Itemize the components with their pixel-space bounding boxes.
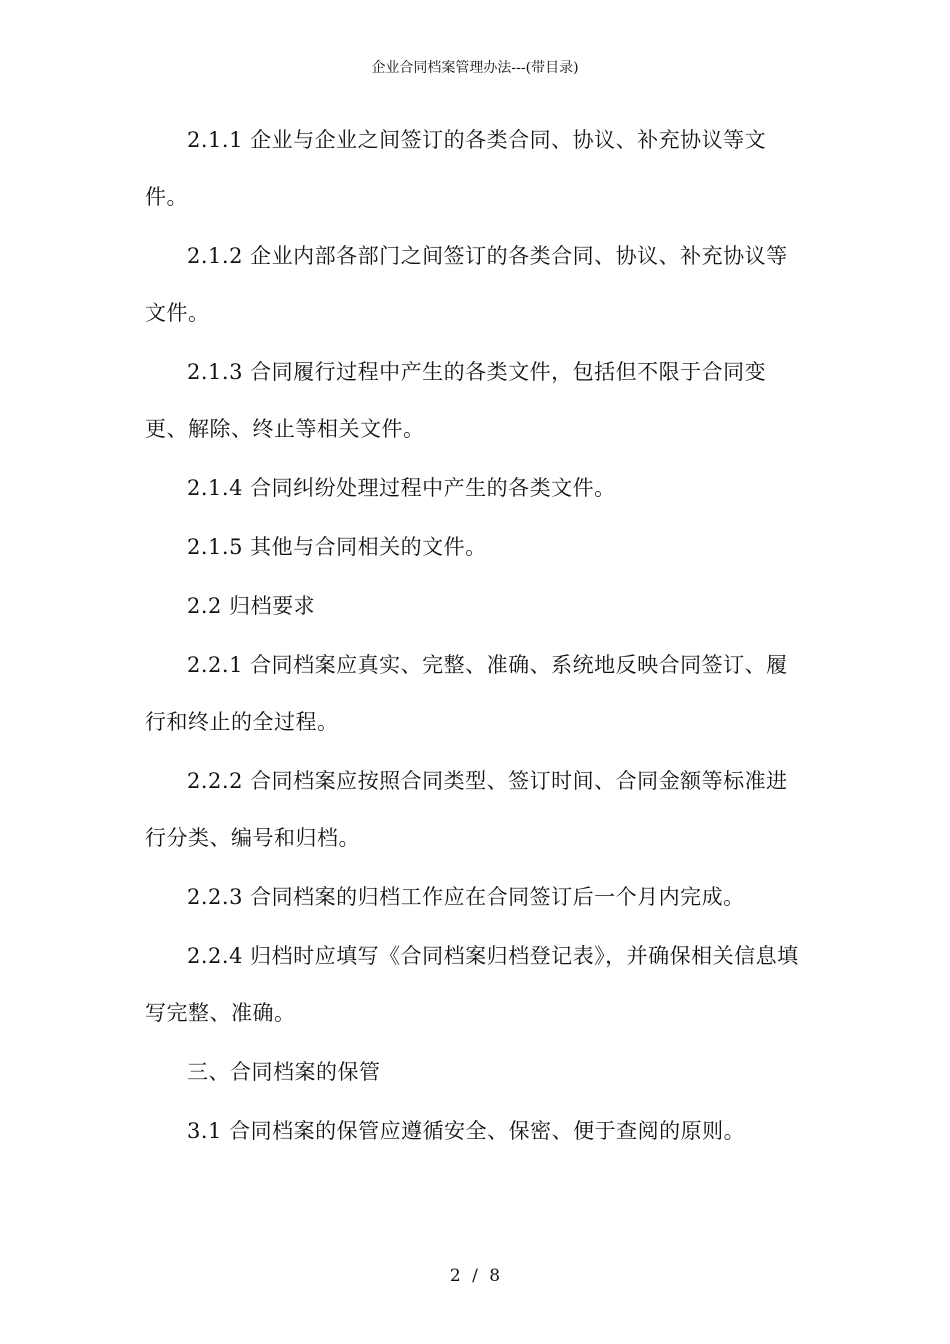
clause-2-2-4: 2.2.4 归档时应填写《合同档案归档登记表》，并确保相关信息填写完整、准确。 bbox=[145, 944, 799, 1025]
clause-2-1-1: 2.1.1 企业与企业之间签订的各类合同、协议、补充协议等文件。 bbox=[145, 128, 767, 209]
clause-2-2-1: 2.2.1 合同档案应真实、完整、准确、系统地反映合同签订、履行和终止的全过程。 bbox=[145, 653, 788, 734]
clause-3-1: 3.1 合同档案的保管应遵循安全、保密、便于查阅的原则。 bbox=[187, 1119, 746, 1143]
section-heading-2-2: 2.2 归档要求 bbox=[187, 594, 316, 618]
clause-2-1-5: 2.1.5 其他与合同相关的文件。 bbox=[187, 535, 487, 559]
clause-2-1-2: 2.1.2 企业内部各部门之间签订的各类合同、协议、补充协议等文件。 bbox=[145, 244, 788, 325]
document-body bbox=[145, 112, 805, 1162]
clause-2-2-2: 2.2.2 合同档案应按照合同类型、签订时间、合同金额等标准进行分类、编号和归档。 bbox=[145, 769, 788, 850]
clause-2-2-3: 2.2.3 合同档案的归档工作应在合同签订后一个月内完成。 bbox=[187, 885, 745, 909]
page-header: 企业合同档案管理办法---(带目录) bbox=[371, 60, 579, 76]
page-number: 2 / 8 bbox=[449, 1266, 501, 1286]
clause-2-1-4: 2.1.4 合同纠纷处理过程中产生的各类文件。 bbox=[187, 476, 616, 500]
clause-2-1-3: 2.1.3 合同履行过程中产生的各类文件，包括但不限于合同变更、解除、终止等相关文件。 bbox=[145, 360, 767, 441]
chapter-heading-3: 三、合同档案的保管 bbox=[187, 1060, 381, 1084]
